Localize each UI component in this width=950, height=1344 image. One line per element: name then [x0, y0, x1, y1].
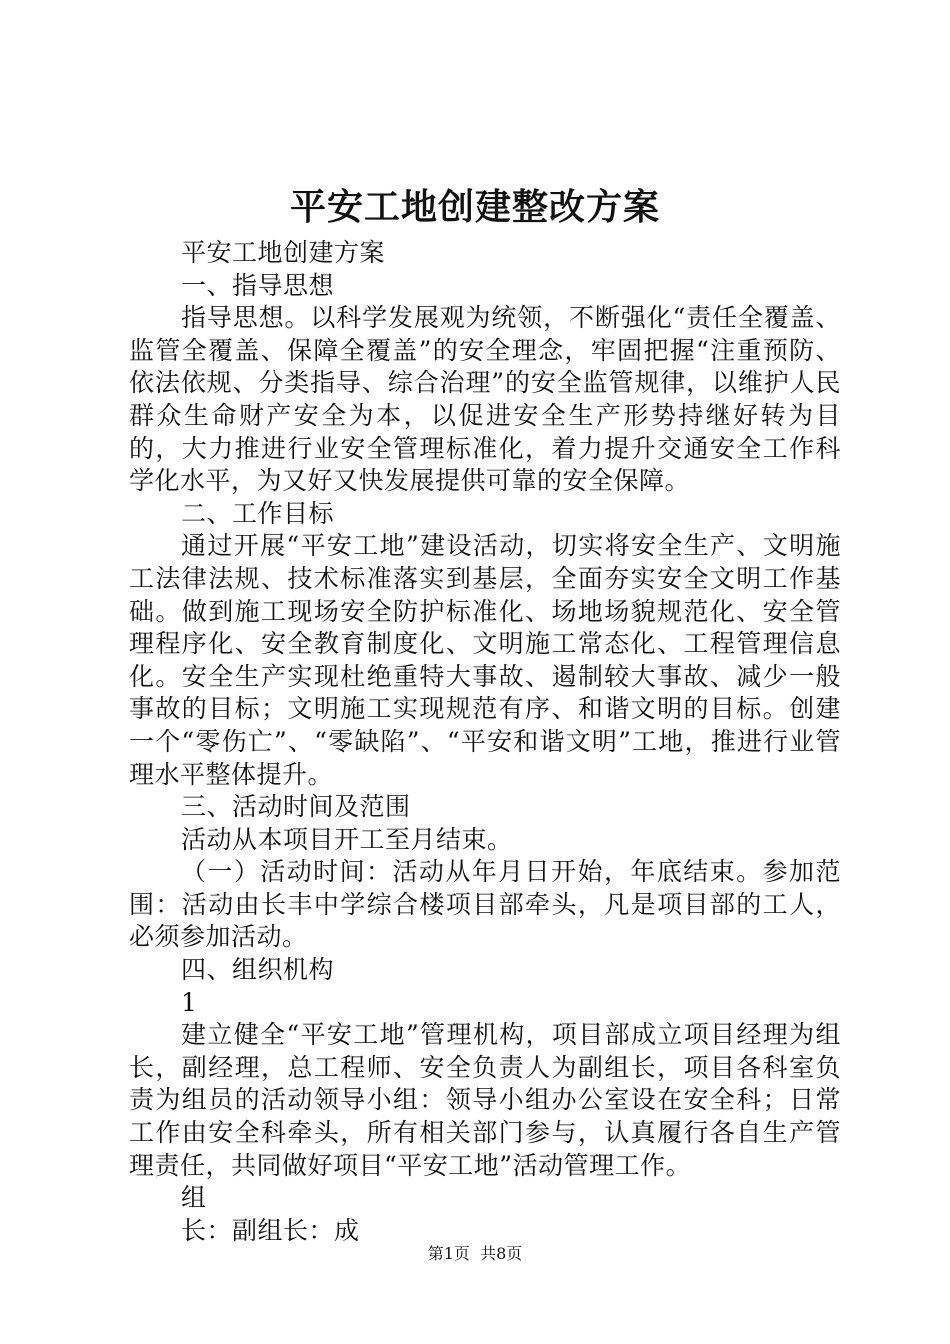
paragraph-guiding-ideology: 指导思想。以科学发展观为统领，不断强化“责任全覆盖、监管全覆盖、保障全覆盖”的安全理念，牢固把握“注重预防、依法依规、分类指导、综合治理”的安全监管规律，以维护人民群众生命财产安全为本，以促进安全生产形势持继好转为目的，大力推进行业安全管理标准化，着力提升交通安全工作科学化水平，为又好又快发展提供可靠的安全保障。 [129, 303, 841, 496]
heading-activity-time-scope: 三、活动时间及范围 [181, 792, 411, 822]
heading-guiding-ideology: 一、指导思想 [181, 270, 335, 300]
document-title: 平安工地创建整改方案 [289, 186, 660, 228]
heading-work-goals: 二、工作目标 [181, 498, 335, 528]
paragraph-activity-period: 活动从本项目开工至月结束。 [181, 824, 513, 854]
page-footer [0, 1243, 950, 1265]
paragraph-work-goals: 通过开展“平安工地”建设活动，切实将安全生产、文明施工法律法规、技术标准落实到基层，全面夯实安全文明工作基础。做到施工现场安全防护标准化、场地场貌规范化、安全管理程序化、安全教育制度化、文明施工常态化、工程管理信息化。安全生产实现杜绝重特大事故、遏制较大事故、减少一般事故的目标；文明施工实现规范有序、和谐文明的目标。创建一个“零伤亡”、“零缺陷”、“平安和谐文明”工地，推进行业管理水平整体提升。 [129, 531, 841, 789]
paragraph-activity-time: （一）活动时间：活动从年月日开始，年底结束。参加范围：活动由长丰中学综合楼项目部牵头，凡是项目部的工人，必须参加活动。 [129, 857, 841, 952]
heading-organization: 四、组织机构 [181, 955, 335, 985]
paragraph-number: 1 [181, 987, 198, 1017]
paragraph-group-label: 组 [181, 1183, 207, 1213]
paragraph-group-roles: 长：副组长：成 [181, 1215, 360, 1245]
paragraph-organization: 建立健全“平安工地”管理机构，项目部成立项目经理为组长，副经理，总工程师、安全负责人为副组长，项目各科室负责为组员的活动领导小组：领导小组办公室设在安全科；日常工作由安全科牵头，所有相关部门参与，认真履行各自生产管理责任，共同做好项目“平安工地”活动管理工作。 [129, 1020, 841, 1180]
page-number-label: 第1页 共8页 [427, 1244, 523, 1263]
paragraph-subtitle: 平安工地创建方案 [181, 238, 386, 267]
document-body [129, 237, 841, 1247]
